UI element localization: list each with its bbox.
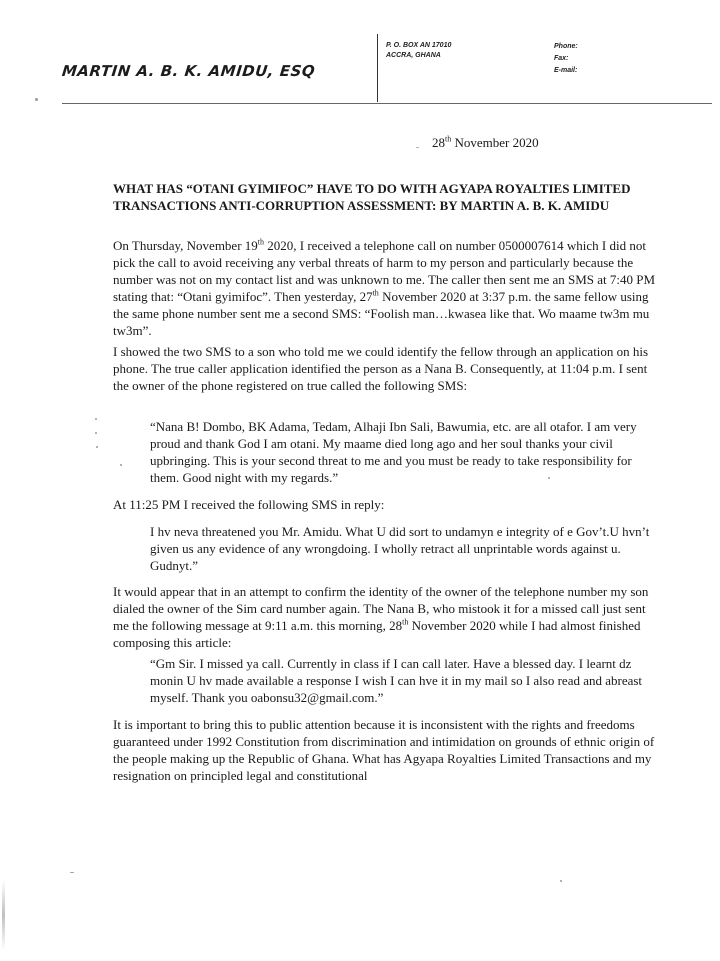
scan-speck [548, 477, 550, 479]
scan-edge [2, 880, 5, 950]
paragraph-3: At 11:25 PM I received the following SMS in reply: [113, 497, 385, 512]
quote-2: I hv neva threatened you Mr. Amidu. What U did sort to undamyn e integrity of e Gov’t.U hvn’t given us any evidence of any wrongdoing. I wholly retract all unprintable words against u. Gudnyt.” [150, 524, 650, 573]
paragraph-1-sup-b: th [372, 288, 379, 298]
scan-speck [95, 432, 97, 434]
scan-speck [560, 880, 562, 882]
fax-label: Fax: [554, 55, 569, 62]
scan-speck [416, 147, 419, 148]
scan-speck [35, 98, 38, 101]
scan-speck [96, 446, 98, 448]
paragraph-4-part-b: November 2020 while I had almost finished composing this article: [113, 618, 641, 650]
date-rest: November 2020 [451, 135, 539, 150]
email-label: E-mail: [554, 67, 578, 74]
article-title: WHAT HAS “OTANI GYIMIFOC” HAVE TO DO WITH AGYAPA ROYALTIES LIMITED TRANSACTIONS ANTI-CORRUPTION ASSESSMENT: BY MARTIN A. B. K. AMIDU [113, 181, 631, 213]
letterhead-contact [554, 41, 578, 77]
letter-date [432, 135, 539, 151]
address-line-2: ACCRA, GHANA [386, 52, 441, 59]
scan-speck [95, 418, 97, 420]
paragraph-1-sup-a: th [257, 237, 265, 247]
paragraph-1-part-b: 2020, I received a telephone call on number 0500007614 which I did not pick the call to avoid receiving any verbal threats of harm to my person and particularly because the number was not on my contact list and was unknown to me. The caller then sent me an SMS at 7:40 PM stating that: “Otani gyimifoc”. Then yesterday, 27 [113, 238, 656, 304]
paragraph-1-part-a: On Thursday, November 19 [113, 238, 258, 253]
phone-label: Phone: [554, 43, 578, 50]
date-suffix: th [445, 134, 452, 144]
quote-3: “Gm Sir. I missed ya call. Currently in class if I can call later. Have a blessed day. I learnt dz monin U hv made available a response I wish I can hve it in my mail so I also read and abreast myself. Thank you oabonsu32@gmail.com.” [150, 656, 643, 705]
paragraph-5: It is important to bring this to public attention because it is inconsistent with the rights and freedoms guaranteed under 1992 Constitution from discrimination and intimidation on grounds of ethnic origin of the people making up the Republic of Ghana. What has Agyapa Royalties Limited Transactions and my resignation on principled legal and constitutional [113, 717, 655, 783]
letterhead-rule [62, 103, 712, 104]
scan-speck [70, 872, 74, 873]
paragraph-4-part-a: It would appear that in an attempt to confirm the identity of the owner of the telephone number my son dialed the owner of the Sim card number again. The Nana B, who mistook it for a missed call just sent me the following message at 9:11 a.m. this morning, 28 [113, 584, 649, 633]
letterhead-divider [377, 34, 378, 102]
address-line-1: P. O. BOX AN 17010 [386, 42, 452, 49]
paragraph-1 [113, 237, 658, 339]
quote-1: “Nana B! Dombo, BK Adama, Tedam, Alhaji Ibn Sali, Bawumia, etc. are all otafor. I am very proud and thank God I am otani. My maame died long ago and her soul thanks your civil upbringing. This is your second threat to me and you must be ready to take responsibility for them. Good night with my regards.” [150, 419, 637, 485]
paragraph-2: I showed the two SMS to a son who told me we could identify the fellow through an application on his phone. The true caller application identified the person as a Nana B. Consequently, at 11:04 p.m. I sent the owner of the phone registered on true called the following SMS: [113, 344, 649, 393]
paragraph-4-sup: th [402, 617, 409, 627]
letterhead-name: MARTIN A. B. K. AMIDU, ESQ [61, 62, 317, 80]
date-day: 28 [432, 135, 445, 150]
scan-speck [120, 464, 122, 466]
paragraph-1-part-c: November 2020 at 3:37 p.m. the same fellow using the same phone number sent me a second SMS: “Foolish man…kwasea like that. Wo maame tw3m mu tw3m”. [113, 289, 650, 338]
paragraph-4 [113, 583, 658, 651]
letterhead-address [386, 41, 451, 61]
